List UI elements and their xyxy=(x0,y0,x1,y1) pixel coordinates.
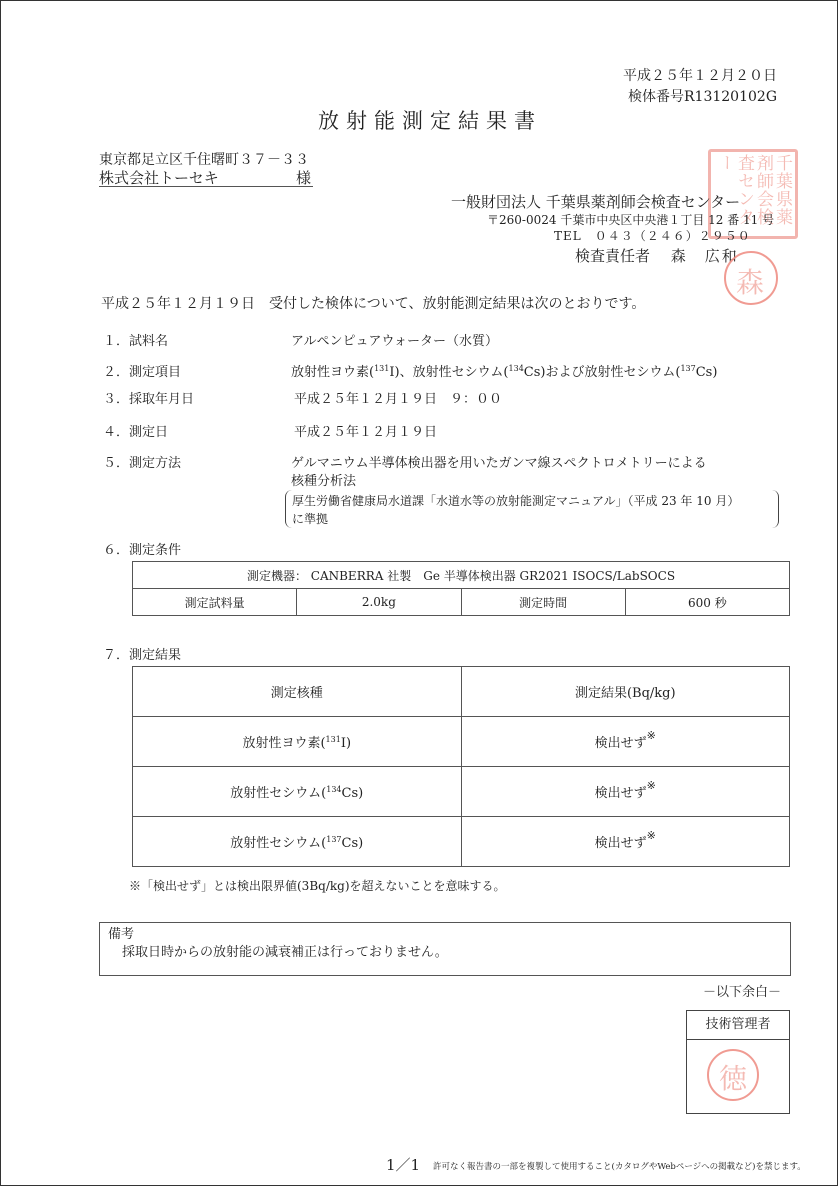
conditions-table xyxy=(132,561,790,616)
method-reference-bracket xyxy=(285,490,779,528)
remarks-box xyxy=(99,922,791,976)
issuer-organization: 一般財団法人 千葉県薬剤師会検査センター xyxy=(451,193,741,211)
recipient-line xyxy=(99,167,313,187)
table-row xyxy=(133,717,790,767)
item-5-value-line1: ゲルマニウム半導体検出器を用いたガンマ線スペクトロメトリーによる xyxy=(291,456,707,471)
results-header-result: 測定結果(Bq/kg) xyxy=(461,667,790,717)
result-cell: 検出せず※ xyxy=(461,717,790,767)
end-mark: －以下余白－ xyxy=(702,985,781,1000)
inspector-name: 森 広和 xyxy=(670,247,739,265)
result-cell: 検出せず※ xyxy=(461,817,790,867)
measure-time-value: 600 秒 xyxy=(625,589,789,616)
manager-seal: 徳 xyxy=(707,1049,759,1101)
method-reference-line1: 厚生労働省健康局水道課「水道水等の放射能測定マニュアル」（平成 23 年 10 月） xyxy=(292,494,740,508)
inspector-label: 検査責任者 xyxy=(575,247,651,265)
item-3-label: ３．採取年月日 xyxy=(103,392,195,407)
intro-text: 平成２５年１２月１９日 受付した検体について、放射能測定結果は次のとおりです。 xyxy=(101,296,646,312)
result-cell: 検出せず※ xyxy=(461,767,790,817)
nuclide-cell: 放射性セシウム($^{134}$Cs) xyxy=(133,767,462,817)
nuclide-cell: 放射性ヨウ素($^{131}$I) xyxy=(133,717,462,767)
technical-manager-box xyxy=(686,1010,790,1114)
item-1-label: １．試料名 xyxy=(103,334,169,349)
conditions-heading: ６．測定条件 xyxy=(103,543,182,558)
organization-seal: 千葉県薬剤師会検査センター xyxy=(708,149,798,239)
item-1-value: アルペンピュアウォーター（水質） xyxy=(291,334,498,349)
conditions-instrument: 測定機器： CANBERRA 社製 Ge 半導体検出器 GR2021 ISOCS/LabSOCS xyxy=(133,562,790,589)
results-heading: ７．測定結果 xyxy=(103,648,182,663)
issuer-tel: TEL ０４３（２４６）２９５０ xyxy=(554,229,751,243)
recipient-address: 東京都足立区千住曙町３７－３３ xyxy=(99,152,309,168)
item-2-label: ２．測定項目 xyxy=(103,365,182,380)
item-2-value: 放射性ヨウ素($^{131}$I)、放射性セシウム($^{134}$Cs)および放射性セシウム($^{137}$Cs) xyxy=(291,364,718,380)
recipient-name: 株式会社トーセキ xyxy=(99,169,219,187)
remarks-text: 採取日時からの放射能の減衰補正は行っておりません。 xyxy=(122,945,448,960)
item-4-label: ４．測定日 xyxy=(103,425,169,440)
method-reference-line2: に準拠 xyxy=(292,512,329,526)
recipient-honorific: 様 xyxy=(295,169,311,187)
copyright-notice: 許可なく報告書の一部を複製して使用すること(カタログやWebページへの掲載など)を禁じます。 xyxy=(433,1162,806,1172)
nuclide-cell: 放射性セシウム($^{137}$Cs) xyxy=(133,817,462,867)
results-header-nuclide: 測定核種 xyxy=(133,667,462,717)
results-table xyxy=(132,666,790,867)
table-row xyxy=(133,817,790,867)
remarks-label: 備考 xyxy=(108,927,135,942)
inspector-seal: 森 xyxy=(724,251,778,305)
table-row xyxy=(133,767,790,817)
report-date: 平成２５年１２月２０日 xyxy=(623,68,777,84)
document-title: 放射能測定結果書 xyxy=(318,109,542,133)
item-4-value: 平成２５年１２月１９日 xyxy=(294,425,438,440)
sample-amount-label: 測定試料量 xyxy=(133,589,297,616)
item-5-value-line2: 核種分析法 xyxy=(291,474,357,489)
issuer-address: 〒260-0024 千葉市中央区中央港１丁目 12 番 11 号 xyxy=(487,213,775,227)
page-number: 1／1 xyxy=(386,1156,421,1174)
item-3-value: 平成２５年１２月１９日 ９：００ xyxy=(294,392,503,407)
sample-number: 検体番号R13120102G xyxy=(628,89,777,105)
item-5-label: ５．測定方法 xyxy=(103,456,182,471)
technical-manager-label: 技術管理者 xyxy=(687,1011,789,1040)
measure-time-label: 測定時間 xyxy=(461,589,625,616)
sample-amount-value: 2.0kg xyxy=(297,589,461,616)
results-footnote: ※「検出せず」とは検出限界値(3Bq/kg)を超えないことを意味する。 xyxy=(129,879,506,893)
